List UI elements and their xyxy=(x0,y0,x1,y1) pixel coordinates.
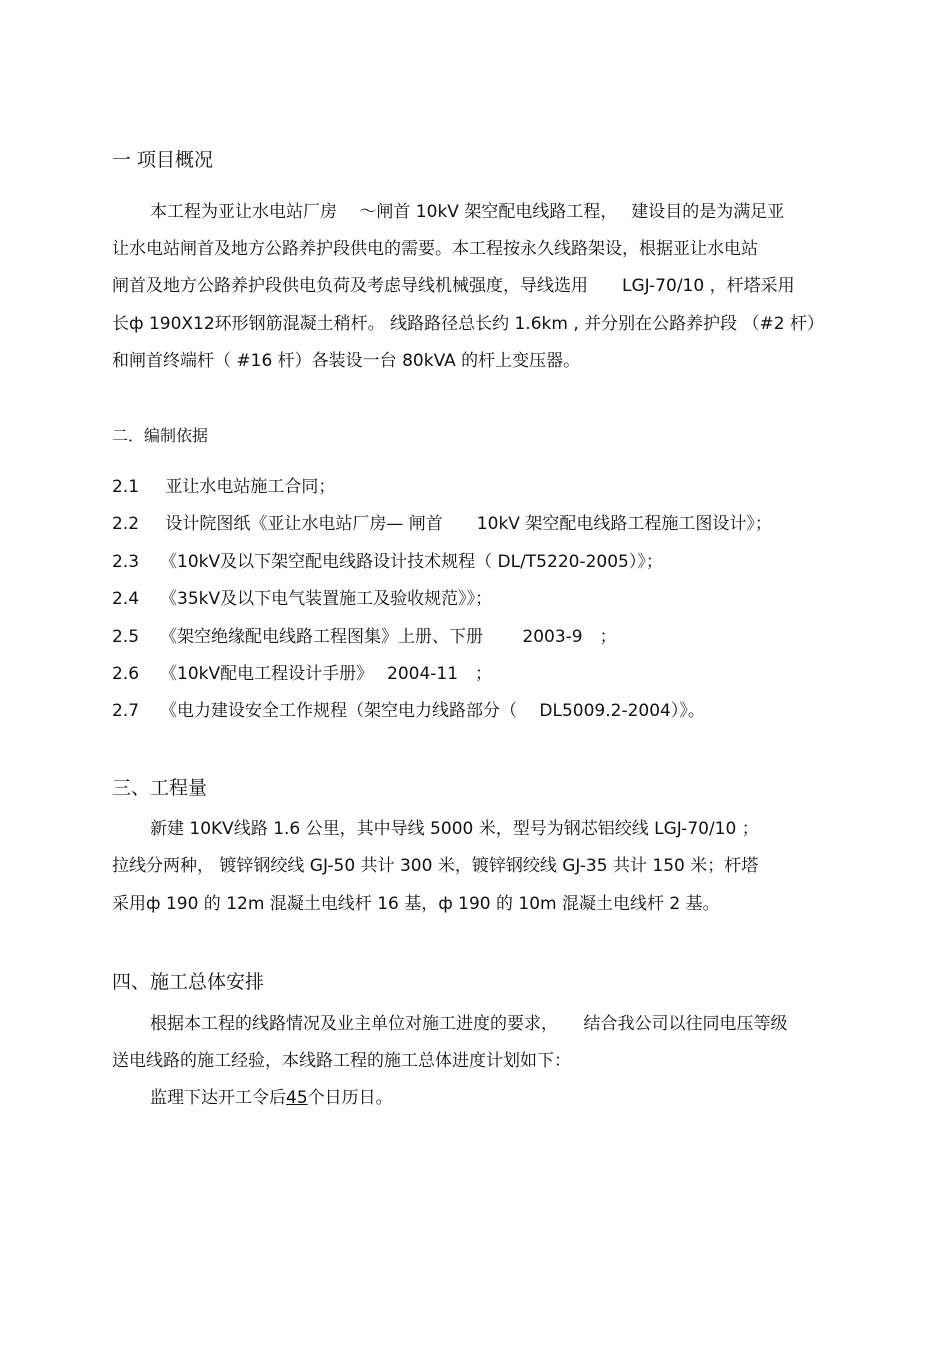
paragraph-line: 拉线分两种， 镀锌钢绞线 GJ-50 共计 300 米，镀锌钢绞线 GJ-35 共计 150 米；杆塔 xyxy=(112,856,759,876)
list-item-text: 《10kV配电工程设计手册》 2004-11 ； xyxy=(160,664,493,684)
list-item xyxy=(112,588,492,610)
list-item-text: 《架空绝缘配电线路工程图集》上册、下册 2003-9 ； xyxy=(160,627,617,647)
list-item-number: 2.4 xyxy=(112,589,140,609)
list-item-number: 2.1 xyxy=(112,477,140,497)
paragraph-line: 根据本工程的线路情况及业主单位对施工进度的要求， 结合我公司以往同电压等级 xyxy=(150,1014,788,1034)
schedule-days: 45 xyxy=(286,1088,308,1108)
paragraph-line: 本工程为亚让水电站厂房 ～闸首 10kV 架空配电线路工程， 建设目的是为满足亚 xyxy=(150,202,785,222)
list-item xyxy=(112,513,772,535)
section-heading-schedule: 四、施工总体安排 xyxy=(112,971,265,993)
list-item xyxy=(112,551,663,573)
list-item-text: 《35kV及以下电气装置施工及验收规范》》； xyxy=(160,589,493,609)
list-item-number: 2.2 xyxy=(112,514,140,534)
list-item-number: 2.5 xyxy=(112,627,140,647)
list-item xyxy=(112,626,617,648)
schedule-line xyxy=(150,1087,393,1109)
paragraph-line: 让水电站闸首及地方公路养护段供电的需要。本工程按永久线路架设，根据亚让水电站 xyxy=(112,239,758,259)
section-heading-overview: 一 项目概况 xyxy=(112,149,214,171)
list-item-text: 《10kV及以下架空配电线路设计技术规程（ DL/T5220-2005）》； xyxy=(160,552,663,572)
list-item-number: 2.7 xyxy=(112,701,140,721)
paragraph-line: 采用ф 190 的 12m 混凝土电线杆 16 基，ф 190 的 10m 混凝土电线杆 2 基。 xyxy=(112,894,720,914)
schedule-prefix: 监理下达开工令后 xyxy=(150,1088,286,1108)
paragraph-line: 新建 10KV线路 1.6 公里，其中导线 5000 米，型号为钢芯铝绞线 LGJ-70/10 ； xyxy=(150,819,759,839)
paragraph-line: 长ф 190X12环形钢筋混凝土稍杆。 线路路径总长约 1.6km , 并分别在公路养护段 （#2 杆） xyxy=(112,314,824,334)
paragraph-line: 送电线路的施工经验，本线路工程的施工总体进度计划如下： xyxy=(112,1051,571,1071)
section-heading-quantities: 三、工程量 xyxy=(112,777,208,799)
list-item-number: 2.3 xyxy=(112,552,140,572)
paragraph-line: 闸首及地方公路养护段供电负荷及考虑导线机械强度，导线选用 LGJ-70/10 ，杆塔采用 xyxy=(112,276,795,296)
section-heading-basis: 二．编制依据 xyxy=(112,426,209,445)
list-item xyxy=(112,663,492,685)
list-item-text: 《电力建设安全工作规程（架空电力线路部分（ DL5009.2-2004）》。 xyxy=(160,701,705,721)
paragraph-line: 和闸首终端杆（ #16 杆）各装设一台 80kVA 的杆上变压器。 xyxy=(112,351,581,371)
schedule-suffix: 个日历日。 xyxy=(307,1088,393,1108)
list-item-text: 亚让水电站施工合同； xyxy=(160,477,336,497)
list-item-text: 设计院图纸《亚让水电站厂房— 闸首 10kV 架空配电线路工程施工图设计》； xyxy=(160,514,772,534)
list-item-number: 2.6 xyxy=(112,664,140,684)
list-item xyxy=(112,476,335,498)
list-item xyxy=(112,700,705,722)
